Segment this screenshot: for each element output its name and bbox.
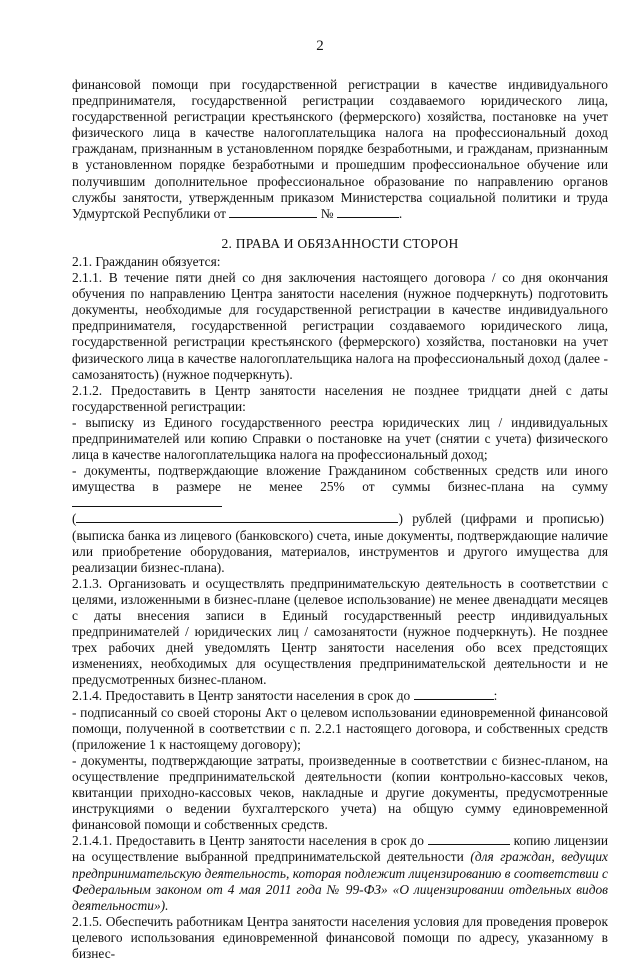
clause-2-1-5: 2.1.5. Обеспечить работникам Центра занятости населения условия для проведения проверок целевого использования единовременной финансовой помощи по адресу, указанному в бизнес- — [72, 913, 608, 961]
clause-2-1-4-item-a: - подписанный со своей стороны Акт о целевом использовании единовременной финансовой помощи, полученной в соответствии с п. 2.2.1 настоящего договора, и собственных средств (приложение 1 к настоящему договору); — [72, 704, 608, 752]
clause-2-1-4-text: 2.1.4. Предоставить в Центр занятости населения в срок до — [72, 688, 411, 704]
clause-2-1-4-1-italic-note: (для граждан, ведущих предпринимательскую деятельность, которая подлежит лицензированию в соответствии с Федеральным законом от 4 мая 2011 года № 99-ФЗ» «О лицензировании отдельных видов деятельности»). — [72, 849, 608, 913]
clause-2-1-1: 2.1.1. В течение пяти дней со дня заключения настоящего договора / со дня окончания обучения по направлению Центра занятости населения (нужное подчеркнуть) подготовить документы, необходимые для государственной регистрации в качестве индивидуального предпринимателя, государственной регистрации создаваемого юридического лица, государственной регистрации крестьянского (фермерского) хозяйства, постановки на учет физического лица в качестве налогоплательщика налога на профессиональный доход (далее - самозанятость) (нужное подчеркнуть). — [72, 270, 608, 382]
clause-2-1-4-colon: : — [493, 688, 498, 704]
clause-2-1-2-sum-words — [72, 511, 608, 527]
clause-2-1-2-item-b-text: - документы, подтверждающие вложение Гражданином собственных средств или иного имущества в размере не менее 25% от суммы бизнес-плана на сумму — [72, 463, 608, 495]
intro-end: . — [398, 205, 403, 221]
clause-2-1-4-item-b: - документы, подтверждающие затраты, произведенные в соответствии с бизнес-планом, на осуществление предпринимательской деятельности (копии контрольно-кассовых чеков, квитанции приходно-кассовых чеков, накладные и другие документы, предусмотренные инструкциями о ведении бухгалтерского учета) на общую сумму единовременной финансовой помощи и собственных средств. — [72, 752, 608, 833]
section-title: 2. ПРАВА И ОБЯЗАННОСТИ СТОРОН — [221, 235, 459, 251]
page-number: 2 — [316, 38, 324, 54]
intro-number-sign: № — [320, 205, 334, 221]
sum-words-label: ) рублей (цифрами и прописью) — [398, 511, 604, 527]
clause-2-1: 2.1. Гражданин обязуется: — [72, 253, 221, 269]
date-blank[interactable] — [229, 206, 317, 218]
clause-2-1-4-1-text-a: 2.1.4.1. Предоставить в Центр занятости населения в срок до — [72, 833, 424, 849]
sum-blank[interactable] — [72, 495, 222, 507]
clause-2-1-2-item-a: - выписку из Единого государственного реестра юридических лиц / индивидуальных предпринимателей или копию Справки о постановке на учет (снятии с учета) физического лица в качестве налогоплательщика налога на профессиональный доход; — [72, 414, 608, 463]
clause-2-1-3: 2.1.3. Организовать и осуществлять предпринимательскую деятельность в соответствии с целями, изложенными в бизнес-плане (целевое использование) не менее двенадцати месяцев с даты внесения записи в Единый государственный реестр индивидуальных предпринимателей / юридических лиц / самозанятости (нужное подчеркнуть). Не позднее трех рабочих дней уведомлять Центр занятости населения обо всех предстоящих изменениях, необходимых для осуществления предпринимательской деятельности и не предусмотренных бизнес-планом. — [72, 575, 608, 688]
document-body — [72, 77, 608, 962]
license-deadline-blank[interactable] — [428, 833, 510, 845]
number-blank[interactable] — [337, 206, 399, 218]
sum-words-blank[interactable] — [76, 511, 398, 523]
intro-text: финансовой помощи при государственной регистрации в качестве индивидуального предпринимателя, государственной регистрации создаваемого юридического лица, государственной регистрации крестьянского (фермерского) хозяйства, постановке на учет физического лица в качестве налогоплательщика налога на профессиональный доход гражданам, признанным в установленном порядке безработными, и гражданам, признанным в установленном порядке безработными и прошедшим профессиональное обучение или получившим дополнительное профессиональное образование по направлению органов службы занятости, утвержденным приказом Министерства социальной политики и труда Удмуртской Республики от — [72, 77, 608, 221]
open-paren: ( — [72, 511, 77, 527]
clause-2-1-2: 2.1.2. Предоставить в Центр занятости населения не позднее тридцати дней с даты государственной регистрации: — [72, 382, 608, 414]
clause-2-1-4-1 — [72, 833, 608, 913]
clause-2-1-2-item-d: (выписка банка из лицевого (банковского) счета, иные документы, подтверждающие наличие или приобретение оборудования, материалов, инструментов и другого имущества для реализации бизнес-плана). — [72, 527, 608, 575]
clause-2-1-4-1-text-b: копию лицензии на осуществление выбранной предпринимательской деятельности — [72, 833, 608, 865]
clause-2-1-2-item-b — [72, 463, 608, 511]
deadline-blank[interactable] — [414, 688, 494, 700]
clause-2-1-4 — [72, 688, 608, 704]
intro-paragraph — [72, 77, 608, 222]
